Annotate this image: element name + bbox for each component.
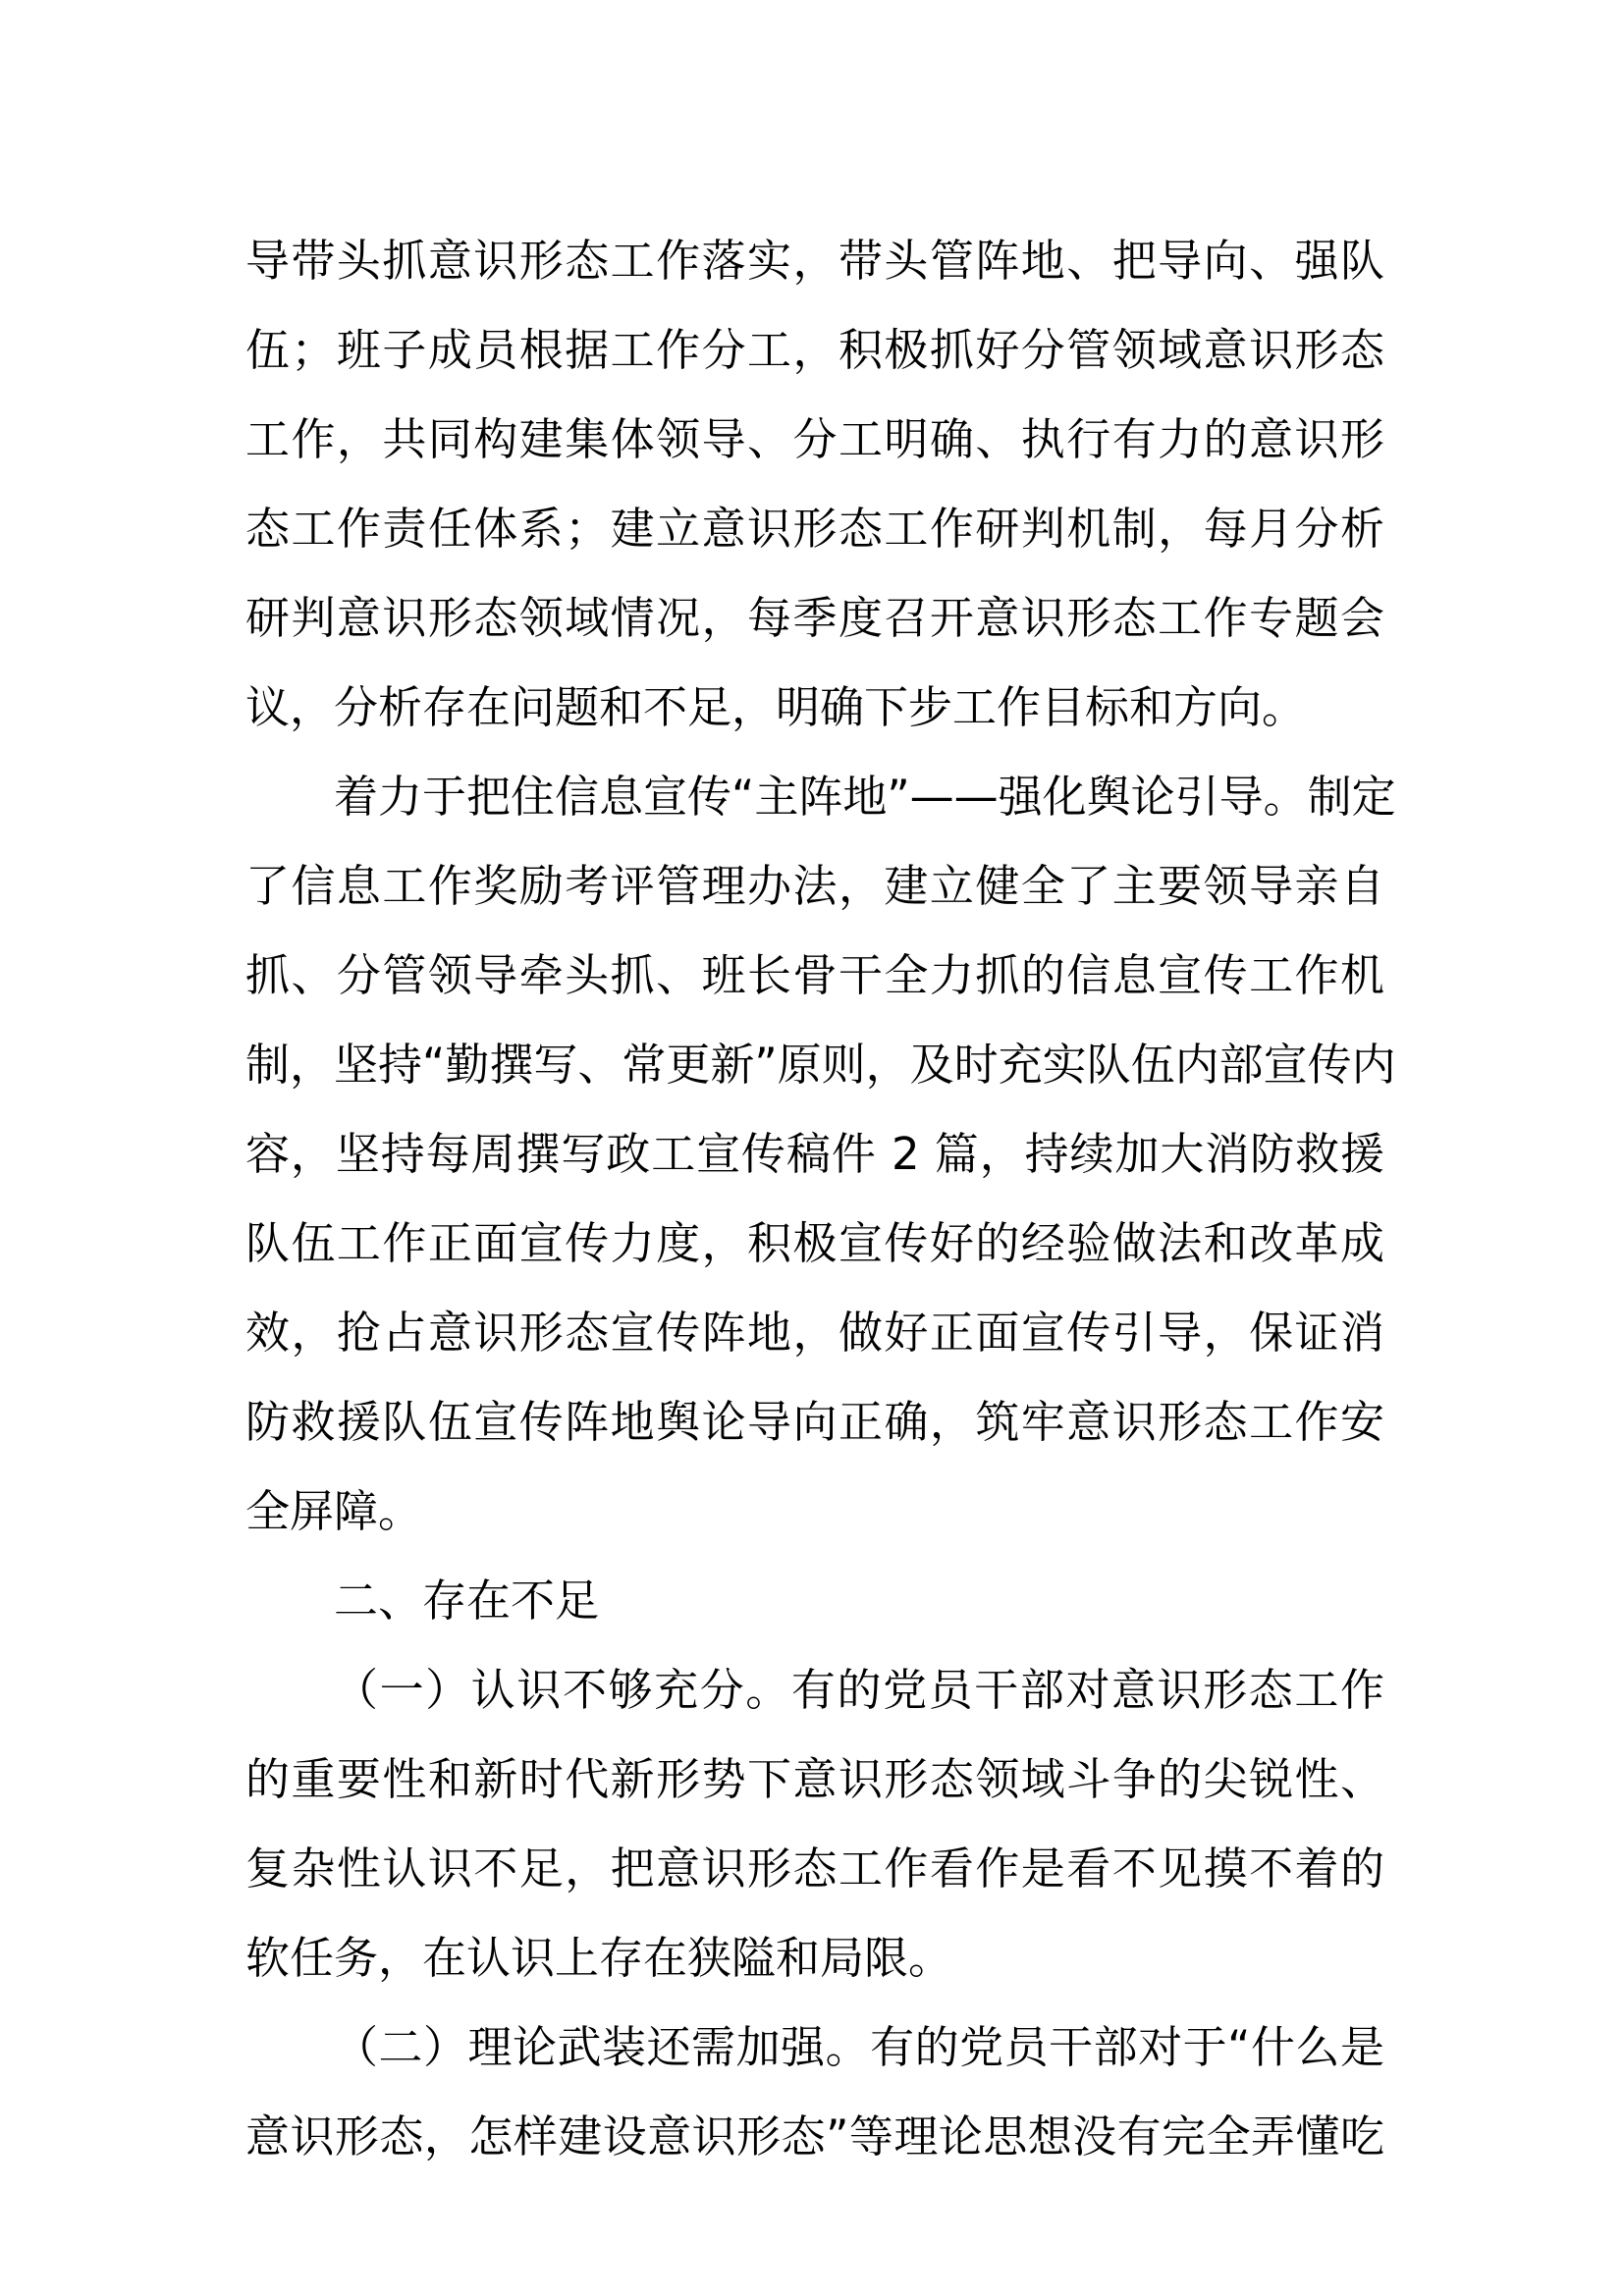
section-heading <box>245 1556 1384 1645</box>
paragraph <box>245 2002 1384 2181</box>
text-line: 软任务，在认识上存在狭隘和局限。 <box>245 1932 953 1984</box>
text-line: 议，分析存在问题和不足，明确下步工作目标和方向。 <box>245 681 1307 733</box>
text-line: 意识形态，怎样建设意识形态”等理论思想没有完全弄懂吃 <box>245 2110 1384 2163</box>
text-line: （一）认识不够充分。有的党员干部对意识形态工作 <box>334 1664 1384 1716</box>
text-line: 研判意识形态领域情况，每季度召开意识形态工作专题会 <box>245 592 1384 644</box>
text-line: 容，坚持每周撰写政工宣传稿件 2 篇，持续加大消防救援 <box>245 1128 1384 1180</box>
paragraph <box>245 752 1396 1556</box>
text-line: 复杂性认识不足，把意识形态工作看作是看不见摸不着的 <box>245 1842 1384 1895</box>
paragraph <box>245 1645 1384 2002</box>
text-line: 工作，共同构建集体领导、分工明确、执行有力的意识形 <box>245 413 1384 465</box>
text-line: 防救援队伍宣传阵地舆论导向正确，筑牢意识形态工作安 <box>245 1396 1384 1448</box>
text-line: 着力于把住信息宣传“主阵地”——强化舆论引导。制定 <box>334 771 1396 823</box>
text-line: 队伍工作正面宣传力度，积极宣传好的经验做法和改革成 <box>245 1217 1384 1269</box>
text-line: 伍；班子成员根据工作分工，积极抓好分管领域意识形态 <box>245 324 1384 376</box>
text-line: 了信息工作奖励考评管理办法，建立健全了主要领导亲自 <box>245 860 1384 912</box>
text-line: 效，抢占意识形态宣传阵地，做好正面宣传引导，保证消 <box>245 1307 1384 1359</box>
text-line: 制，坚持“勤撰写、常更新”原则，及时充实队伍内部宣传内 <box>245 1039 1396 1091</box>
heading-text: 二、存在不足 <box>334 1575 600 1627</box>
document-body <box>245 216 1396 2181</box>
text-line: 全屏障。 <box>245 1485 423 1537</box>
text-line: （二）理论武装还需加强。有的党员干部对于“什么是 <box>334 2021 1384 2073</box>
text-line: 的重要性和新时代新形势下意识形态领域斗争的尖锐性、 <box>245 1753 1384 1805</box>
paragraph <box>245 216 1384 752</box>
text-line: 态工作责任体系；建立意识形态工作研判机制，每月分析 <box>245 503 1384 555</box>
text-line: 导带头抓意识形态工作落实，带头管阵地、把导向、强队 <box>245 235 1384 287</box>
text-line: 抓、分管领导牵头抓、班长骨干全力抓的信息宣传工作机 <box>245 949 1384 1001</box>
